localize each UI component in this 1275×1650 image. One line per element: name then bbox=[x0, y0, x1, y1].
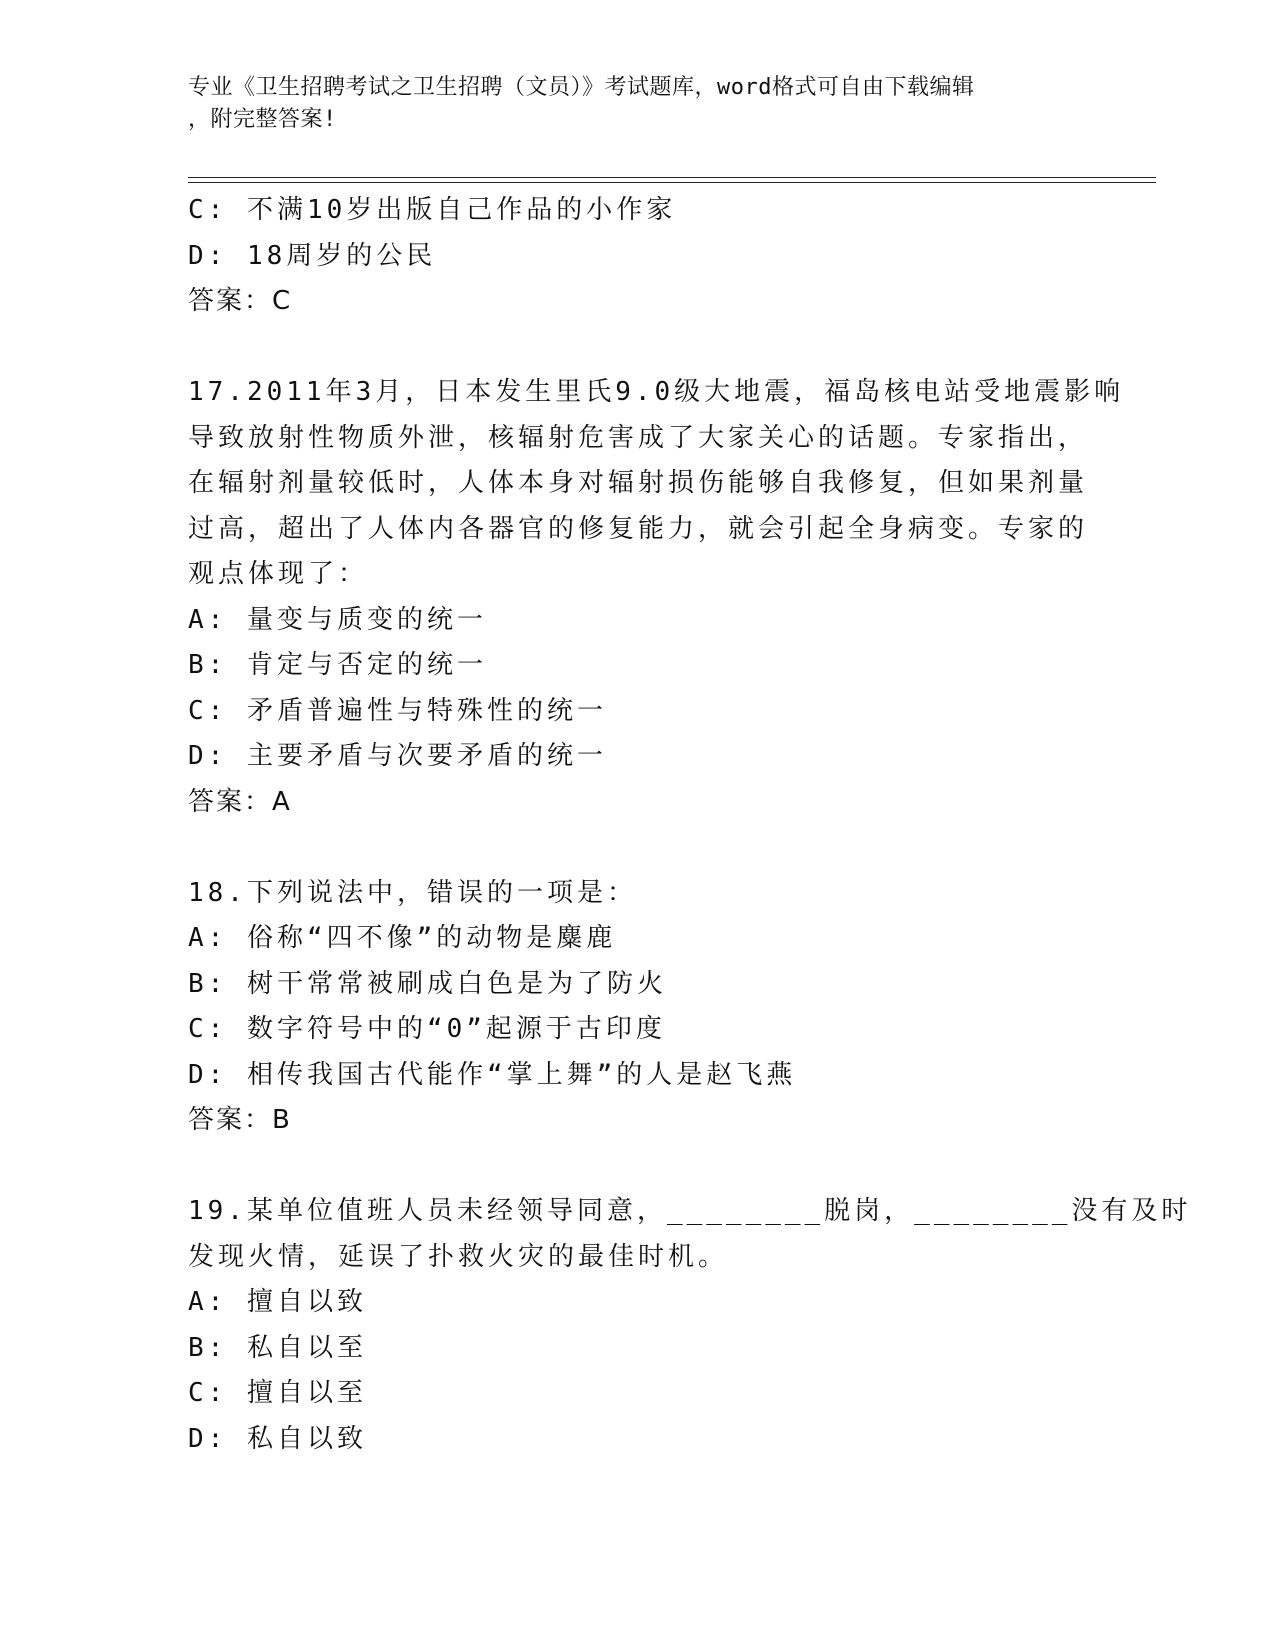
spacer bbox=[188, 325, 1088, 371]
question-stem-line: 18.下列说法中，错误的一项是： bbox=[188, 877, 637, 908]
question-stem-line: 观点体现了： bbox=[188, 559, 369, 589]
header-line-1: 专业《卫生招聘考试之卫生招聘（文员）》考试题库，word格式可自由下载编辑 bbox=[188, 75, 975, 100]
option-b: B: 肯定与否定的统一 bbox=[188, 650, 487, 680]
option-b: B: 树干常常被刷成白色是为了防火 bbox=[188, 968, 667, 999]
document-body bbox=[188, 188, 1192, 1462]
option-a: A: 擅自以致 bbox=[188, 1287, 367, 1317]
question-18 bbox=[188, 871, 1088, 1144]
document-header bbox=[188, 72, 1068, 136]
header-divider-bottom bbox=[188, 182, 1156, 183]
option-a: A: 俗称“四不像”的动物是麋鹿 bbox=[188, 923, 617, 953]
question-stem-line: 在辐射剂量较低时，人体本身对辐射损伤能够自我修复，但如果剂量 bbox=[188, 468, 1089, 498]
question-stem-line: 过高，超出了人体内各器官的修复能力，就会引起全身病变。专家的 bbox=[188, 513, 1089, 544]
question-stem-line: 19.某单位值班人员未经领导同意，________脱岗，________没有及时 bbox=[188, 1196, 1192, 1226]
option-b: B: 私自以至 bbox=[188, 1332, 367, 1363]
option-d: D: 相传我国古代能作“掌上舞”的人是赵飞燕 bbox=[188, 1059, 797, 1090]
spacer bbox=[188, 825, 1088, 871]
question-19 bbox=[188, 1189, 1192, 1462]
option-c: C: 擅自以至 bbox=[188, 1378, 367, 1408]
question-stem-line: 发现火情，延误了扑救火灾的最佳时机。 bbox=[188, 1241, 729, 1272]
option-c: C: 不满10岁出版自己作品的小作家 bbox=[188, 195, 677, 225]
option-d: D: 主要矛盾与次要矛盾的统一 bbox=[188, 741, 607, 771]
option-c: C: 矛盾普遍性与特殊性的统一 bbox=[188, 695, 607, 726]
header-line-2: ，附完整答案! bbox=[188, 107, 337, 132]
option-d: D: 18周岁的公民 bbox=[188, 240, 437, 271]
answer-line: 答案：B bbox=[188, 1105, 292, 1135]
question-stem-line: 导致放射性物质外泄，核辐射危害成了大家关心的话题。专家指出， bbox=[188, 422, 1089, 453]
header-divider-top bbox=[188, 177, 1156, 178]
answer-line: 答案：A bbox=[188, 786, 292, 817]
option-c: C: 数字符号中的“0”起源于古印度 bbox=[188, 1014, 666, 1044]
question-16-tail bbox=[188, 188, 1088, 325]
question-17 bbox=[188, 370, 1125, 825]
option-a: A: 量变与质变的统一 bbox=[188, 604, 487, 635]
answer-line: 答案：C bbox=[188, 286, 293, 316]
spacer bbox=[188, 1144, 1088, 1190]
question-stem-line: 17.2011年3月，日本发生里氏9.0级大地震，福岛核电站受地震影响 bbox=[188, 377, 1125, 407]
option-d: D: 私自以致 bbox=[188, 1423, 367, 1454]
